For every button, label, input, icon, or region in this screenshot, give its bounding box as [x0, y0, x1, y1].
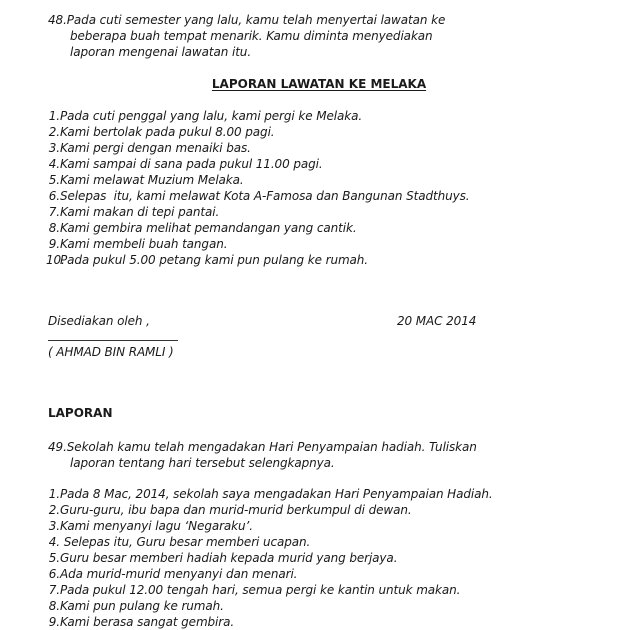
- list-item: [46, 156, 470, 172]
- list-item: [46, 236, 470, 252]
- list-item-text: Kami pun pulang ke rumah.: [60, 599, 224, 613]
- section-heading: LAPORAN: [48, 406, 113, 420]
- list-item-text: Kami bertolak pada pukul 8.00 pagi.: [60, 125, 275, 139]
- list-item: [46, 502, 493, 518]
- list-item-number: 4.: [48, 535, 60, 549]
- list-item-text: Pada cuti penggal yang lalu, kami pergi ke Melaka.: [60, 109, 363, 123]
- list-item: [46, 188, 470, 204]
- list-item: [46, 220, 470, 236]
- question-48-line: beberapa buah tempat menarik. Kamu diminta menyediakan: [70, 29, 433, 43]
- list-item: [46, 108, 470, 124]
- question-49-line: 49.Sekolah kamu telah mengadakan Hari Penyampaian hadiah. Tuliskan: [48, 440, 477, 454]
- list-item: [46, 124, 470, 140]
- list-item-text: Kami berasa sangat gembira.: [60, 615, 235, 629]
- list-item: [46, 172, 470, 188]
- list-item-number: 6.: [48, 567, 60, 581]
- list-item-text: Kami sampai di sana pada pukul 11.00 pagi.: [60, 157, 323, 171]
- list-item-number: 3.: [48, 141, 60, 155]
- list-item-number: 4.: [48, 157, 60, 171]
- list-item-number: 8.: [48, 221, 60, 235]
- list-item-number: 5.: [48, 173, 60, 187]
- list-item-text: Guru-guru, ibu bapa dan murid-murid berkumpul di dewan.: [60, 503, 412, 517]
- list-item-text: Pada pukul 5.00 petang kami pun pulang ke rumah.: [60, 253, 369, 267]
- report-title-text: LAPORAN LAWATAN KE MELAKA: [211, 77, 427, 91]
- list-item: [46, 550, 493, 566]
- list-item: [46, 518, 493, 534]
- list-item-number: 7.: [48, 583, 60, 597]
- list-item-text: Pada pukul 12.00 tengah hari, semua pergi ke kantin untuk makan.: [60, 583, 461, 597]
- list-item-text: Kami membeli buah tangan.: [60, 237, 228, 251]
- list-item: [46, 534, 493, 550]
- signature-line: [48, 340, 178, 341]
- list-item-number: 3.: [48, 519, 60, 533]
- list-item-text: Guru besar memberi hadiah kepada murid yang berjaya.: [60, 551, 398, 565]
- list-item-text: Kami pergi dengan menaiki bas.: [60, 141, 251, 155]
- list-item-number: 9.: [48, 237, 60, 251]
- list-item: [46, 204, 470, 220]
- list-item-number: 1.: [48, 109, 60, 123]
- list-item: [46, 252, 470, 268]
- list-item-number: 1.: [48, 487, 60, 501]
- list-item-number: 5.: [48, 551, 60, 565]
- list-item-text: Selepas itu, kami melawat Kota A-Famosa dan Bangunan Stadthuys.: [60, 189, 470, 203]
- list-item-text: Kami makan di tepi pantai.: [60, 205, 220, 219]
- list-item-text: Selepas itu, Guru besar memberi ucapan.: [60, 535, 311, 549]
- list-item-number: 10.: [46, 253, 65, 267]
- list-item: [46, 486, 493, 502]
- list-item-text: Kami menyanyi lagu ‘Negaraku’.: [60, 519, 253, 533]
- question-48-line: 48.Pada cuti semester yang lalu, kamu telah menyertai lawatan ke: [48, 13, 446, 27]
- list-item-number: 9.: [48, 615, 60, 629]
- signatory-name: ( AHMAD BIN RAMLI ): [48, 345, 174, 359]
- list-item-text: Pada 8 Mac, 2014, sekolah saya mengadakan Hari Penyampaian Hadiah.: [60, 487, 493, 501]
- list-item-number: 8.: [48, 599, 60, 613]
- list-item-number: 2.: [48, 125, 60, 139]
- question-49-line: laporan tentang hari tersebut selengkapnya.: [70, 456, 335, 470]
- list-item: [46, 140, 470, 156]
- list-item-number: 2.: [48, 503, 60, 517]
- report-title: [0, 76, 638, 92]
- question-48-line: laporan mengenai lawatan itu.: [70, 45, 252, 59]
- question-49: [48, 439, 568, 471]
- list-item: [46, 582, 493, 598]
- question-48: [48, 12, 568, 60]
- prepared-by-label: Disediakan oleh ,: [48, 314, 150, 328]
- report-1-list: [46, 108, 470, 268]
- list-item-number: 6.: [48, 189, 60, 203]
- report-date: 20 MAC 2014: [397, 314, 477, 328]
- report-2-list: [46, 486, 493, 630]
- list-item: [46, 598, 493, 614]
- list-item-text: Ada murid-murid menyanyi dan menari.: [60, 567, 298, 581]
- list-item: [46, 566, 493, 582]
- list-item-number: 7.: [48, 205, 60, 219]
- list-item-text: Kami melawat Muzium Melaka.: [60, 173, 244, 187]
- list-item-text: Kami gembira melihat pemandangan yang cantik.: [60, 221, 357, 235]
- list-item: [46, 614, 493, 630]
